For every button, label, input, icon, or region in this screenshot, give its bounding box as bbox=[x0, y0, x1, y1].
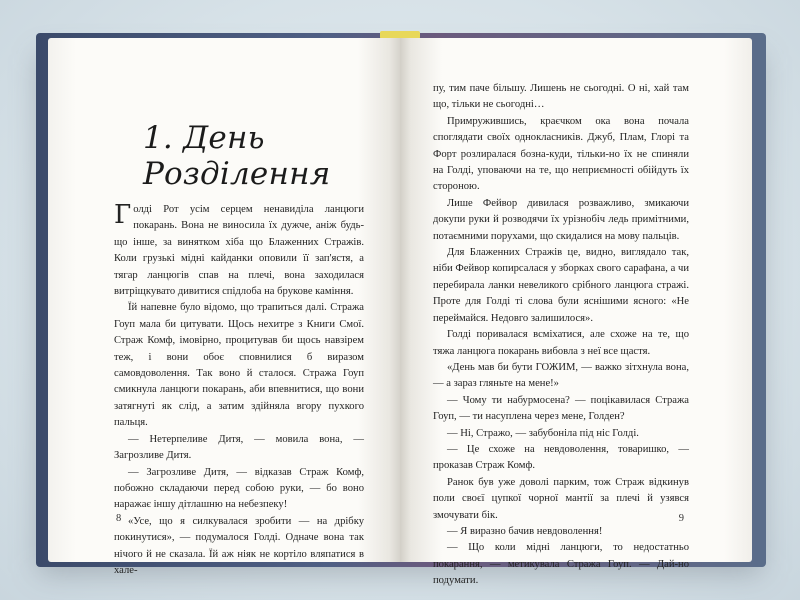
paragraph: — Загрозливе Дитя, — відказав Страж Комф, побожно складаючи перед собою руки, — бо воно наражає іншу дітлашню на небезпеку! bbox=[114, 466, 364, 511]
paragraph: — Чому ти набурмосена? — поцікавилася Стража Гоуп, — ти насуплена через мене, Голден? bbox=[433, 394, 689, 423]
left-page bbox=[48, 38, 400, 576]
left-page-text bbox=[114, 202, 364, 579]
paragraph: — Це схоже на невдоволення, товаришко, — проказав Страж Комф. bbox=[433, 443, 689, 472]
paragraph: Ранок був уже доволі парким, тож Страж відкинув поли своєї цупкої чорної мантії за плечі й узявся змочувати бік. bbox=[433, 476, 689, 521]
paragraph: Для Блаженних Стражів це, видно, виглядало так, ніби Фейвор копирсалася у зборках свого сарафана, а чи перебирала ланки невеликого срібного ланцюга стражі. Проте для Голді ті слова були яснішими ясного: «Не переймайся. Недовго залишилося». bbox=[433, 247, 689, 324]
page-number: 9 bbox=[678, 513, 684, 524]
paragraph: — Я виразно бачив невдоволення! bbox=[447, 525, 603, 537]
paragraph: Їй напевне було відомо, що трапиться далі. Стража Гоуп мала би цитувати. Щось нехитре з Книги Смої. Страж Комф, імовірно, процитував би щось навзірем теж, і вони обоє сповнилися б виразом самовдоволення. Так воно й сталося. Стража Гоуп смикнула ланцюги покарань, аби впевнитися, що вони затягнуті як слід, а затим здійняла вгору пухкого пальця. bbox=[114, 302, 364, 429]
paragraph: пу, тим паче більшу. Лишень не сьогодні. О ні, хай там що, тільки не сьогодні… bbox=[433, 83, 689, 111]
paragraph: Голді поривалася всміхатися, але схоже на те, що тяжа ланцюга покарань вибовла з неї все щастя. bbox=[433, 329, 689, 357]
paragraph: — Ні, Стражо, — забубоніла під ніс Голді. bbox=[447, 427, 639, 439]
paragraph: — Нетерпеливе Дитя, — мовила вона, — Загрозливе Дитя. bbox=[114, 433, 364, 462]
paragraph: «Усе, що я силкувалася зробити — на дрібку покинутися», — подумалося Голді. Одначе вона так нічого й не сказала. Їй аж ніяк не кортіло вляпатися в хале- bbox=[114, 515, 364, 576]
paragraph: Примружившись, краєчком ока вона почала споглядати своїх однокласників. Джуб, Плам, Глорі та Форт розлиралася бозна-куди, тільки-но їх не спиняли на Голді, уповаючи на те, що неприємності обійдуть їх стороною. bbox=[433, 115, 689, 193]
right-page bbox=[400, 38, 752, 587]
page-number: 8 bbox=[116, 513, 122, 524]
chapter-title: 1. День Розділення bbox=[143, 120, 331, 192]
paragraph: — Що коли мідні ланцюги, то недостатньо покарання, — метикувала Стража Гоуп. — Дай-но подумати. bbox=[433, 542, 689, 587]
paragraph: «День мав би бути ГОЖИМ, — важко зітхнула вона, — а зараз гляньте на мене!» bbox=[433, 361, 689, 390]
drop-cap: Г bbox=[114, 200, 132, 230]
right-page-text bbox=[433, 81, 689, 590]
paragraph: Голді Рот усім серцем ненавиділа ланцюги покарань. Вона не виносила їх дужче, аніж будь-що інше, за винятком хіба що Блаженних Стражів. Коли грузькі мідні кайданки оповили її зап'ястя, а тягар ланцюгів спав на плечі, вона заходилася витріщкувато дивитися спідлоба на брукове каміння. bbox=[114, 200, 364, 298]
paragraph: Лише Фейвор дивилася розважливо, змикаючи докупи руки й розводячи їх урізнобіч ледь примітними, потаємними порухами, що скидалися на мову пальців. bbox=[433, 197, 689, 242]
